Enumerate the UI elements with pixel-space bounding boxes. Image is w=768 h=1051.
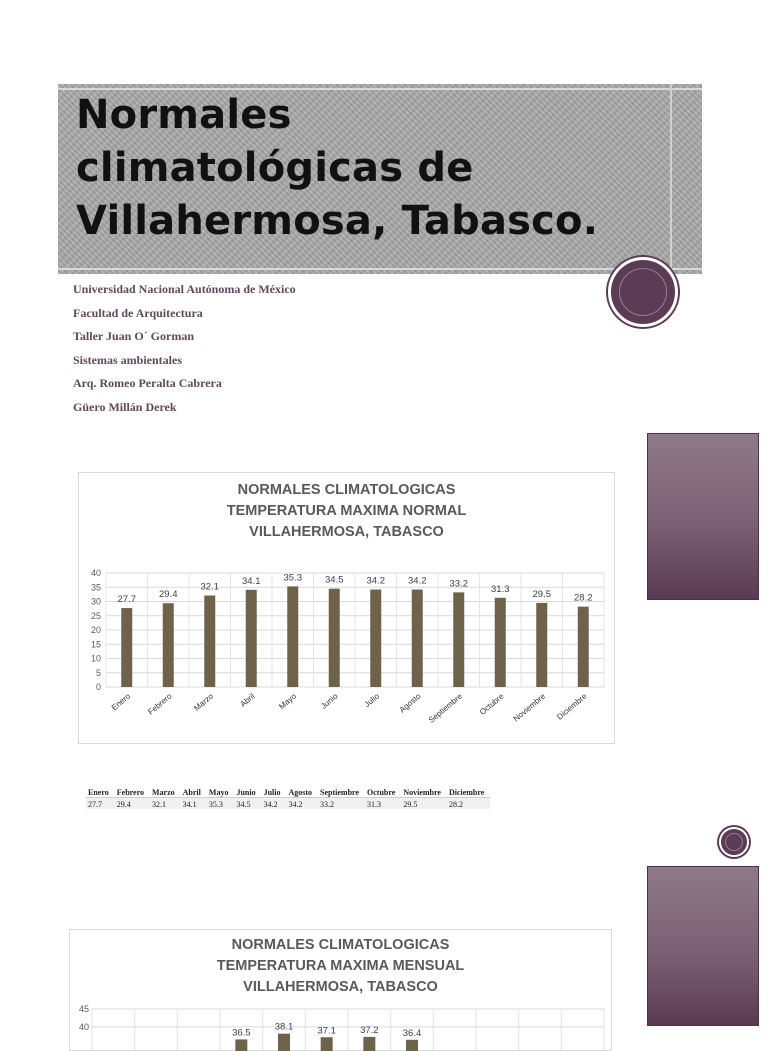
bar xyxy=(278,1034,290,1051)
title-band-bottom-edge xyxy=(58,268,702,270)
table-cell: 29.4 xyxy=(115,798,150,810)
table-header-cell: Enero xyxy=(86,786,115,798)
y-tick-label: 40 xyxy=(90,568,101,578)
x-tick-label: Marzo xyxy=(192,691,216,713)
x-tick-label: Noviembre xyxy=(511,691,548,724)
monthly-values-table xyxy=(86,786,490,809)
data-label: 37.2 xyxy=(360,1024,379,1036)
author-block xyxy=(73,278,296,419)
data-label: 29.4 xyxy=(159,589,178,601)
bar xyxy=(370,590,381,687)
title-band-top-edge xyxy=(58,88,702,90)
table-cell: 31.3 xyxy=(365,798,401,810)
table-row xyxy=(86,798,490,810)
page-title-line-3: Villahermosa, Tabasco. xyxy=(76,198,599,244)
university-name: Universidad Nacional Autónoma de México xyxy=(73,282,296,296)
data-label: 37.1 xyxy=(317,1025,336,1037)
x-tick-label: Agosto xyxy=(397,691,423,715)
table-header-cell: Marzo xyxy=(150,786,181,798)
table-cell: 34.2 xyxy=(262,798,287,810)
page-title-line-1: Normales xyxy=(76,92,292,138)
table-header-cell: Junio xyxy=(234,786,261,798)
bar xyxy=(536,603,547,687)
course-name: Sistemas ambientales xyxy=(73,352,182,367)
x-tick-label: Diciembre xyxy=(555,691,589,722)
x-tick-label: Julio xyxy=(362,691,382,710)
y-tick-label: 35 xyxy=(90,582,101,593)
chart-plot xyxy=(70,930,611,1050)
professor-name: Arq. Romeo Peralta Cabrera xyxy=(73,376,222,390)
y-tick-label: 30 xyxy=(90,596,101,607)
bar xyxy=(246,590,257,687)
table-cell: 33.2 xyxy=(318,798,365,810)
data-label: 34.1 xyxy=(242,575,261,587)
faculty-name: Facultad de Arquitectura xyxy=(73,305,203,320)
y-tick-label: 40 xyxy=(78,1021,89,1032)
x-tick-label: Febrero xyxy=(146,691,174,717)
bar xyxy=(578,607,589,687)
y-tick-label: 25 xyxy=(90,610,101,621)
x-tick-label: Mayo xyxy=(277,691,299,712)
data-label: 34.2 xyxy=(366,575,385,587)
title-band xyxy=(58,84,702,274)
bar xyxy=(453,592,464,687)
table-cell: 34.2 xyxy=(286,798,318,810)
data-label: 34.2 xyxy=(408,575,427,587)
decorative-circle-large xyxy=(608,257,678,327)
y-tick-label: 10 xyxy=(90,653,101,664)
table-header-cell: Diciembre xyxy=(447,786,490,798)
chart-title-line: TEMPERATURA MAXIMA MENSUAL xyxy=(216,958,465,974)
table-header-cell: Noviembre xyxy=(401,786,447,798)
chart-title-line: NORMALES CLIMATOLOGICAS xyxy=(237,482,456,498)
bar xyxy=(235,1039,247,1051)
decorative-rectangle-upper xyxy=(647,433,759,600)
data-label: 32.1 xyxy=(200,581,219,593)
table-cell: 34.1 xyxy=(181,798,207,810)
table-header-cell: Abril xyxy=(181,786,207,798)
table-cell: 28.2 xyxy=(447,798,490,810)
data-label: 33.2 xyxy=(449,578,468,590)
bar xyxy=(495,598,506,687)
table-cell: 29.5 xyxy=(401,798,447,810)
data-label: 27.7 xyxy=(117,594,136,606)
data-label: 29.5 xyxy=(532,588,551,600)
bar xyxy=(412,590,423,687)
x-tick-label: Septiembre xyxy=(426,691,465,725)
bar xyxy=(363,1037,375,1051)
table-header-cell: Febrero xyxy=(115,786,150,798)
y-tick-label: 45 xyxy=(78,1004,89,1014)
x-tick-label: Octubre xyxy=(477,691,506,717)
chart-title-line: NORMALES CLIMATOLOGICAS xyxy=(231,937,450,953)
table-header-cell: Octubre xyxy=(365,786,401,798)
chart-max-monthly xyxy=(69,929,612,1051)
data-label: 34.5 xyxy=(325,574,344,586)
table-header-cell: Julio xyxy=(262,786,287,798)
data-label: 36.4 xyxy=(402,1027,422,1039)
bar xyxy=(204,596,215,687)
decorative-rectangle-lower xyxy=(647,866,759,1026)
bar xyxy=(329,589,340,687)
chart-plot xyxy=(79,473,614,743)
bar xyxy=(287,586,298,687)
y-tick-label: 20 xyxy=(90,625,101,635)
table-header-cell: Mayo xyxy=(207,786,235,798)
chart-title-line: TEMPERATURA MAXIMA NORMAL xyxy=(226,503,467,519)
bar xyxy=(121,608,132,687)
y-tick-label: 0 xyxy=(95,682,101,692)
data-label: 38.1 xyxy=(274,1021,294,1033)
data-label: 28.2 xyxy=(574,592,593,604)
y-tick-label: 15 xyxy=(90,639,101,650)
table-cell: 35.3 xyxy=(207,798,235,810)
table-cell: 27.7 xyxy=(86,798,115,810)
x-tick-label: Enero xyxy=(109,691,133,713)
x-tick-label: Junio xyxy=(319,691,340,711)
y-tick-label: 5 xyxy=(95,667,101,678)
data-label: 31.3 xyxy=(491,583,510,595)
student-name: Güero Millán Derek xyxy=(73,399,177,414)
chart-title-line: VILLAHERMOSA, TABASCO xyxy=(249,524,444,540)
data-label: 36.5 xyxy=(232,1027,251,1039)
table-header-row xyxy=(86,786,490,798)
bar xyxy=(406,1040,418,1051)
page-title-line-2: climatológicas de xyxy=(76,145,474,191)
table-cell: 34.5 xyxy=(234,798,261,810)
workshop-name: Taller Juan O´ Gorman xyxy=(73,329,195,343)
bar xyxy=(321,1037,333,1051)
chart-max-normal xyxy=(78,472,615,744)
chart-title-line: VILLAHERMOSA, TABASCO xyxy=(243,979,438,995)
table-header-cell: Agosto xyxy=(286,786,318,798)
bar xyxy=(163,603,174,687)
title-band-right-edge xyxy=(670,84,672,274)
table-header-cell: Septiembre xyxy=(318,786,365,798)
data-label: 35.3 xyxy=(283,572,302,584)
table-cell: 32.1 xyxy=(150,798,181,810)
x-tick-label: Abril xyxy=(238,691,257,709)
decorative-circle-small xyxy=(719,827,749,857)
